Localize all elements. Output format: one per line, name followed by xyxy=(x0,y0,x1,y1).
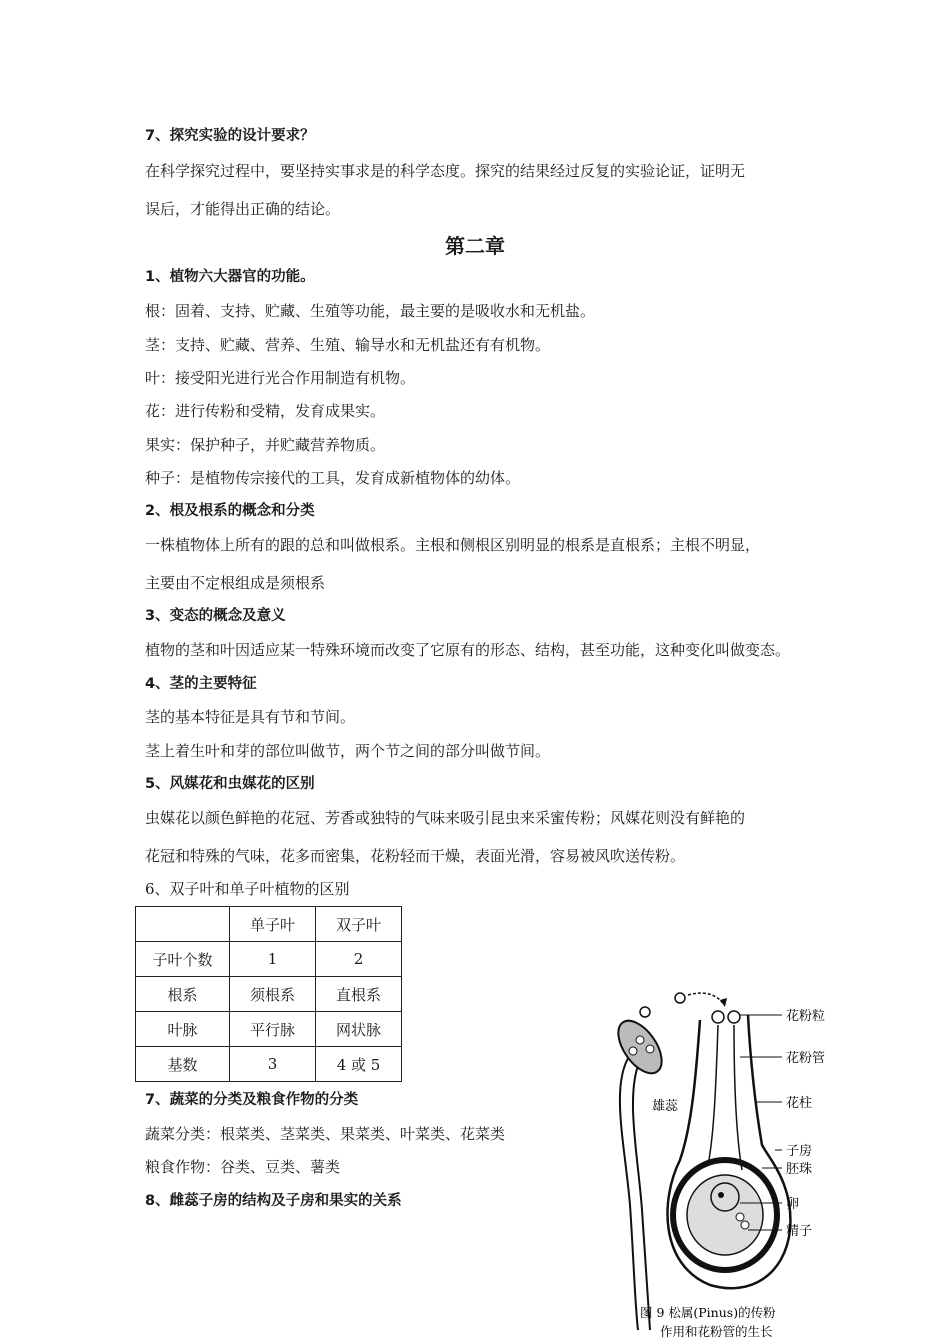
sperm xyxy=(736,1213,744,1221)
figure-caption-line1: 图 9 松属(Pinus)的传粉 xyxy=(640,1305,776,1320)
organ-seed-line: 种子：是植物传宗接代的工具，发育成新植物体的幼体。 xyxy=(145,469,521,487)
section-heading-6: 6、双子叶和单子叶植物的区别 xyxy=(145,880,350,898)
pollen-grain xyxy=(712,1011,724,1023)
pollen-tube-right xyxy=(734,1025,742,1170)
table-cell: 须根系 xyxy=(230,977,316,1012)
table-cell: 单子叶 xyxy=(230,907,316,942)
arrow-head-icon xyxy=(720,998,727,1007)
section-heading-7: 7、蔬菜的分类及粮食作物的分类 xyxy=(145,1092,359,1108)
anther xyxy=(610,1013,671,1081)
section-heading-2: 2、根及根系的概念和分类 xyxy=(145,503,315,519)
table-cell: 基数 xyxy=(136,1047,230,1082)
pollination-figure xyxy=(600,985,845,1340)
paragraph-line: 误后，才能得出正确的结论。 xyxy=(145,200,341,218)
table-cell: 平行脉 xyxy=(230,1012,316,1047)
paragraph-line: 蔬菜分类：根菜类、茎菜类、果菜类、叶菜类、花菜类 xyxy=(145,1125,506,1143)
paragraph-line: 粮食作物：谷类、豆类、薯类 xyxy=(145,1158,341,1176)
sperm xyxy=(741,1221,749,1229)
organ-stem-line: 茎：支持、贮藏、营养、生殖、输导水和无机盐还有有机物。 xyxy=(145,336,551,354)
comparison-table xyxy=(135,906,402,1082)
label-ovary: 子房 xyxy=(786,1144,813,1159)
table-cell: 网状脉 xyxy=(316,1012,402,1047)
organ-leaf-line: 叶：接受阳光进行光合作用制造有机物。 xyxy=(145,369,416,387)
paragraph-line: 茎上着生叶和芽的部位叫做节，两个节之间的部分叫做节间。 xyxy=(145,742,551,760)
label-ovule: 胚珠 xyxy=(786,1162,813,1177)
paragraph-line: 花冠和特殊的气味，花多而密集，花粉轻而干燥，表面光滑，容易被风吹送传粉。 xyxy=(145,847,686,865)
table-cell: 双子叶 xyxy=(316,907,402,942)
pollen-grain xyxy=(646,1045,654,1053)
pollen-grain xyxy=(636,1036,644,1044)
organ-flower-line: 花：进行传粉和受精，发育成果实。 xyxy=(145,402,386,420)
organ-root-line: 根：固着、支持、贮藏、生殖等功能，最主要的是吸收水和无机盐。 xyxy=(145,302,596,320)
paragraph-line: 一株植物体上所有的跟的总和叫做根系。主根和侧根区别明显的根系是直根系；主根不明显， xyxy=(145,536,761,554)
table-row xyxy=(136,977,402,1012)
section-heading-8: 8、雌蕊子房的结构及子房和果实的关系 xyxy=(145,1193,402,1209)
organ-fruit-line: 果实：保护种子，并贮藏营养物质。 xyxy=(145,436,386,454)
section-heading-1: 1、植物六大器官的功能。 xyxy=(145,269,315,285)
section-heading-3: 3、变态的概念及意义 xyxy=(145,608,286,624)
table-row xyxy=(136,942,402,977)
table-cell: 1 xyxy=(230,942,316,977)
table-cell: 根系 xyxy=(136,977,230,1012)
table-cell: 子叶个数 xyxy=(136,942,230,977)
figure-caption-line2: 作用和花粉管的生长 xyxy=(660,1324,773,1339)
label-sperm: 精子 xyxy=(786,1224,813,1239)
pollen-grain xyxy=(675,993,685,1003)
label-pollen-grain: 花粉粒 xyxy=(786,1009,826,1024)
section-heading-7-prev: 7、探究实验的设计要求？ xyxy=(145,128,315,144)
pollen-path-arrow xyxy=(688,993,724,1005)
table-cell: 3 xyxy=(230,1047,316,1082)
table-cell: 直根系 xyxy=(316,977,402,1012)
table-row xyxy=(136,1047,402,1082)
table-row xyxy=(136,1012,402,1047)
paragraph-line: 虫媒花以颜色鲜艳的花冠、芳香或独特的气味来吸引昆虫来采蜜传粉；风媒花则没有鲜艳的 xyxy=(145,809,746,827)
table-cell: 4 或 5 xyxy=(316,1047,402,1082)
ovule xyxy=(687,1175,763,1255)
table-header-row xyxy=(136,907,402,942)
label-egg: 卵 xyxy=(786,1197,800,1212)
label-style: 花柱 xyxy=(786,1096,813,1111)
pollen-grain xyxy=(640,1007,650,1017)
chapter-title: 第二章 xyxy=(445,234,505,258)
pollen-grain xyxy=(629,1047,637,1055)
paragraph-line: 植物的茎和叶因适应某一特殊环境而改变了它原有的形态、结构，甚至功能，这种变化叫做变态。 xyxy=(145,641,791,659)
section-heading-4: 4、茎的主要特征 xyxy=(145,676,257,692)
section-heading-5: 5、风媒花和虫媒花的区别 xyxy=(145,776,315,792)
paragraph-line: 在科学探究过程中，要坚持实事求是的科学态度。探究的结果经过反复的实验论证，证明无 xyxy=(145,162,746,180)
paragraph-line: 主要由不定根组成是须根系 xyxy=(145,574,326,592)
egg-nucleus xyxy=(718,1192,724,1198)
table-cell: 2 xyxy=(316,942,402,977)
table-cell: 叶脉 xyxy=(136,1012,230,1047)
table-cell xyxy=(136,907,230,942)
stamen-filament xyxy=(620,1055,638,1330)
label-stamen: 雄蕊 xyxy=(652,1099,679,1114)
label-pollen-tube: 花粉管 xyxy=(786,1051,826,1066)
paragraph-line: 茎的基本特征是具有节和节间。 xyxy=(145,708,356,726)
pollen-grain xyxy=(728,1011,740,1023)
pollen-tube-left xyxy=(708,1025,718,1165)
